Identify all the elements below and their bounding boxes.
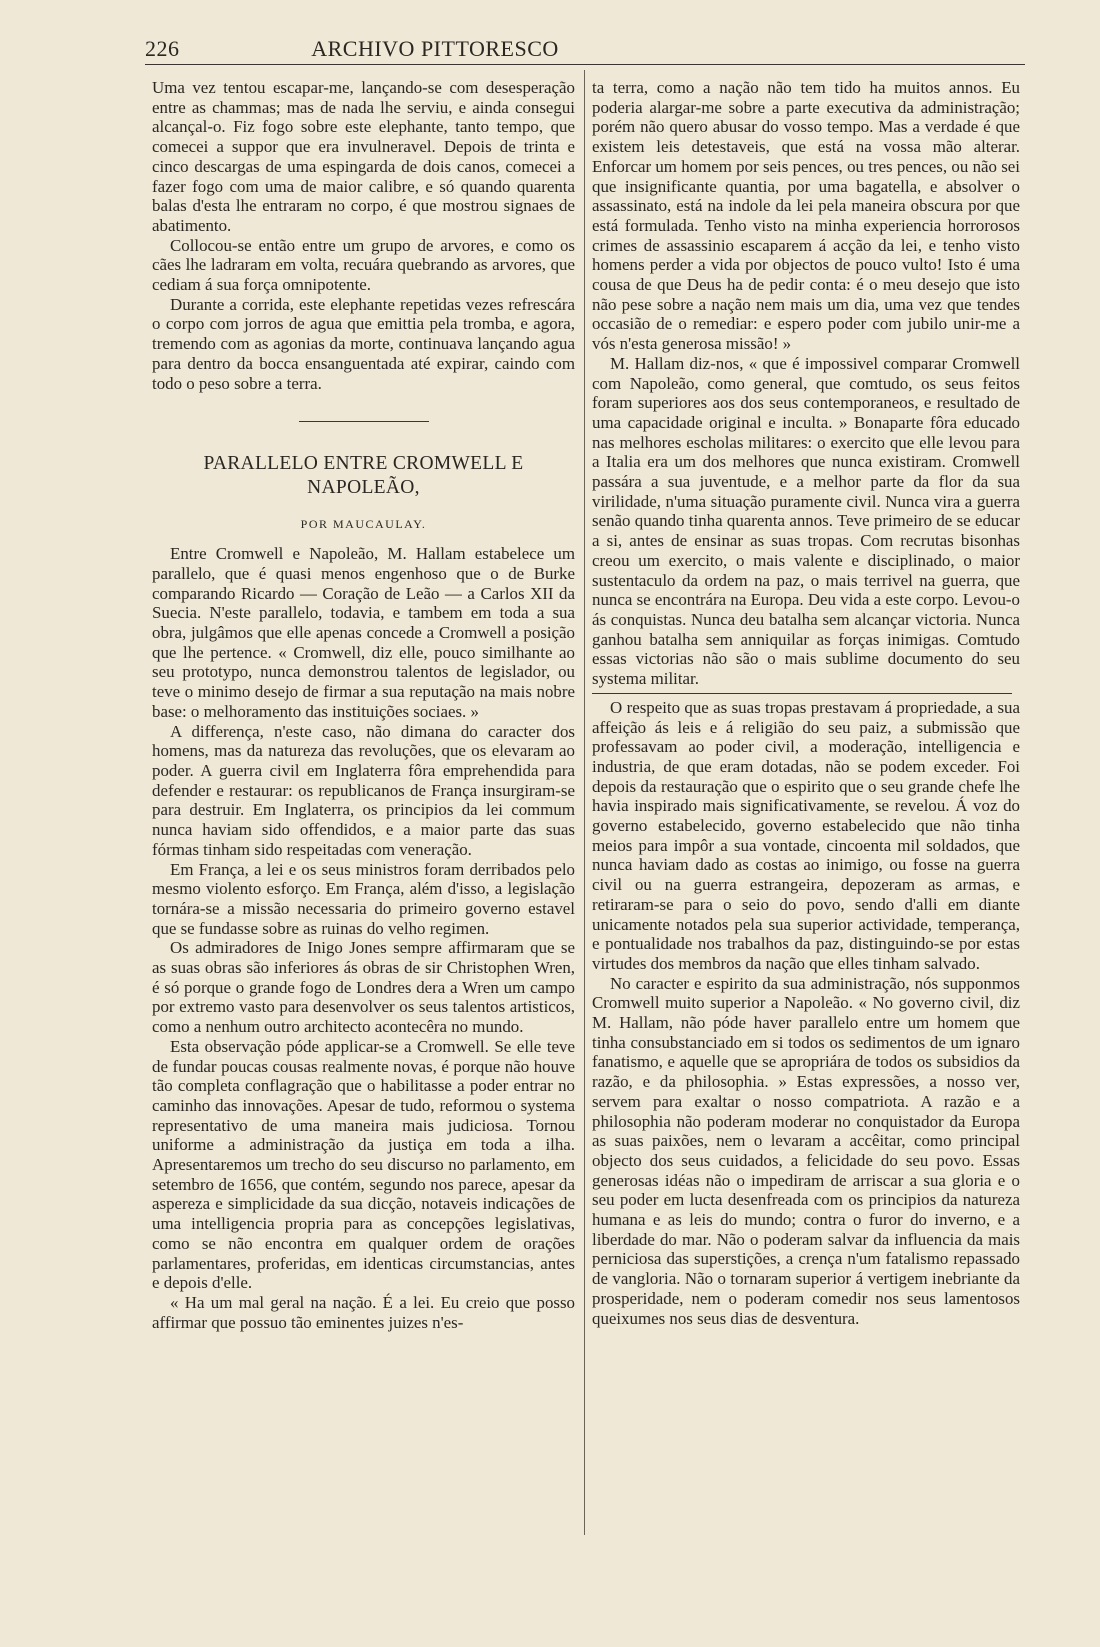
article-paragraph: Em França, a lei e os seus ministros foram derribados pelo mesmo violento esforço. Em França, além d'isso, a legislação tornára-se a missão necessaria do primeiro governo estavel que se fundasse sobre as ruinas do velho regimen. [152, 859, 575, 938]
elephant-paragraph: Uma vez tentou escapar-me, lançando-se com desesperação entre as chammas; mas de nada lhe serviu, e ainda consegui alcançal-o. Fiz fogo sobre este elephante, tanto tempo, que comecei a suppor que era invulneravel. Depois de trinta e cinco descargas de uma espingarda de dois canos, comecei a fazer fogo com uma de maior calibre, e só quando quarenta balas d'esta lhe entraram no corpo, é que mostrou signaes de abatimento. [152, 78, 575, 235]
left-column [152, 78, 575, 1332]
article-paragraph: « Ha um mal geral na nação. É a lei. Eu creio que posso affirmar que possuo tão eminentes juizes n'es- [152, 1292, 575, 1332]
article-paragraph: Os admiradores de Inigo Jones sempre affirmaram que se as suas obras são inferiores ás obras de sir Christophen Wren, é só porque o grande fogo de Londres dera a Wren um campo por extremo vasto para desenvolver os seus talentos artisticos, como a nenhum outro architecto acontecêra no mundo. [152, 938, 575, 1037]
article-paragraph: M. Hallam diz-nos, « que é impossivel comparar Cromwell com Napoleão, como general, que comtudo, os seus feitos foram superiores aos dos seus contemporaneos, e resultado de uma capacidade original e inculta. » Bonaparte fôra educado nas melhores escholas militares: o exercito que elle levou para a Italia era um dos melhores que nunca existiram. Cromwell passára a sua juventude, e a melhor parte da flor da sua virilidade, n'uma situação puramente civil. Nunca vira a guerra senão quando tinha quarenta annos. Teve primeiro de se educar a si, antes de ensinar as suas tropas. Com recrutas bisonhas creou um exercito, o mais valente e disciplinado, o maior sustentaculo da ordem na paz, o mais terrivel na guerra, que nunca se encontrára na Europa. Deu vida a este corpo. Levou-o ás conquistas. Nunca deu batalha sem alcançar victoria. Nunca ganhou batalha sem anniquilar as forças inimigas. Comtudo essas victorias não são o mais sublime documento do seu systema militar. [592, 353, 1020, 689]
elephant-paragraph: Collocou-se então entre um grupo de arvores, e como os cães lhe ladraram em volta, recuára quebrando as arvores, que cediam á sua força omnipotente. [152, 235, 575, 295]
right-column [592, 78, 1020, 1328]
elephant-paragraph: Durante a corrida, este elephante repetidas vezes refrescára o corpo com jorros de agua que emittia pela tromba, e agora, tremendo com as agonias da morte, continuava lançando agua para dentro da bocca ensanguentada até expirar, caindo com todo o peso sobre a terra. [152, 294, 575, 393]
article-paragraph: ta terra, como a nação não tem tido ha muitos annos. Eu poderia alargar-me sobre a parte executiva da administração; porém não quero abusar do vosso tempo. Mas a verdade é que existem leis detestaveis, que está na vossa mão alterar. Enforcar um homem por seis pences, ou tres pences, ou não sei que insignificante quantia, por uma bagatella, e absolver o assassinato, está na indole da lei pela maneira obscura por que está formulada. Tenho visto na minha experiencia horrorosos crimes de assassinio escaparem á acção da lei, e tenho visto homens perder a vida por objectos de pouco vulto! Isto é uma cousa de que Deus ha de pedir conta: é o meu desejo que isto não pese sobre a nação nem mais um dia, uma vez que tendes occasião de o remediar: e espero poder com jubilo unir-me a vós n'esta generosa missão! » [592, 78, 1020, 354]
article-paragraph: Esta observação póde applicar-se a Cromwell. Se elle teve de fundar poucas cousas realmente novas, é porque não houve tão completa conflagração que o habilitasse a poder entrar no caminho das innovações. Apesar de tudo, reformou o systema representativo de uma maneira mais judiciosa. Tornou uniforme a administração da justiça em toda a ilha. Apresentaremos um trecho do seu discurso no parlamento, em setembro de 1656, que contém, segundo nos parece, apesar da aspereza e simplicidade da sua dicção, notaveis indicações de uma intelligencia propria para as concepções legislativas, como se não encontra em qualquer ordem de orações parlamentares, proferidas, em identicas circumstancias, antes e depois d'elle. [152, 1036, 575, 1293]
article-paragraph: Entre Cromwell e Napoleão, M. Hallam estabelece um parallelo, que é quasi menos engenhoso que o de Burke comparando Ricardo — Coração de Leão — a Carlos XII da Suecia. N'este parallelo, todavia, e tambem em toda a sua obra, julgâmos que elle apenas concede a Cromwell a posição que lhe pertence. « Cromwell, diz elle, pouco similhante ao seu prototypo, nunca demonstrou talentos de legislador, ou teve o minimo desejo de firmar a sua reputação na mais nobre base: o melhoramento das instituições sociaes. » [152, 544, 575, 721]
article-paragraph: A differença, n'este caso, não dimana do caracter dos homens, mas da natureza das revoluções, que os elevaram ao poder. A guerra civil em Inglaterra fôra emprehendida para defender e restaurar: os republicanos de França insurgiram-se para destruir. Em Inglaterra, os principios da lei commum nunca haviam sido offendidos, e a maior parte das suas fórmas tinham sido respeitadas com veneração. [152, 721, 575, 859]
header-rule [145, 64, 1025, 65]
page-number: 226 [145, 36, 180, 61]
publication-title: ARCHIVO PITTORESCO [311, 36, 559, 61]
article-title: PARALLELO ENTRE CROMWELL E NAPOLEÃO, [203, 453, 524, 499]
column-rule [592, 693, 1012, 694]
article-byline: POR MAUCAULAY. [300, 517, 427, 532]
column-divider [584, 70, 585, 1535]
article-paragraph: No caracter e espirito da sua administração, nós supponmos Cromwell muito superior a Napoleão. « No governo civil, diz M. Hallam, não póde haver parallelo entre um homem que tinha consubstanciado em si todos os sedimentos de um ignaro fanatismo, e aquelle que se apropriára de todos os subsidios da razão, e da philosophia. » Estas expressões, a nosso ver, servem para exaltar o nosso compatriota. A razão e a philosophia não poderam moderar no conquistador da Europa as suas paixões, nem o levaram a accêitar, como principal objecto dos seus cuidados, a felicidade do seu povo. Essas generosas idéas não o impediram de arriscar a sua gloria e o seu poder em lucta desenfreada com os principios da natureza humana e as leis do mundo; contra o furor do inverno, e a liberdade do mar. Não o poderam salvar da influencia da mais perniciosa das superstições, a crença n'um fatalismo repassado de vangloria. Não o tornaram superior á vertigem inebriante da prosperidade, nem o poderam comedir nos seus lamentosos queixumes nos seus dias de desventura. [592, 973, 1020, 1328]
article-paragraph: O respeito que as suas tropas prestavam á propriedade, a sua affeição ás leis e á religião do seu paiz, a submissão que professavam ao poder civil, a moderação, intelligencia e industria, de que eram dotadas, não se podem exceder. Foi depois da restauração que o espirito que o seu grande chefe lhe havia inspirado mais significativamente, se revelou. Á voz do governo estabelecido, governo estabelecido que não tinha meios para impôr a sua vontade, cincoenta mil soldados, que nunca haviam dado as costas ao inimigo, ou fosse na guerra civil ou na guerra estrangeira, depozeram as armas, e retiraram-se para o seio do povo, sendo d'alli em diante unicamente notados pela sua superior actividade, temperança, e pontualidade nos trabalhos da paz, distinguindo-se por estas virtudes dos membros da nação que elles tinham salvado. [592, 697, 1020, 973]
section-separator [299, 421, 429, 422]
